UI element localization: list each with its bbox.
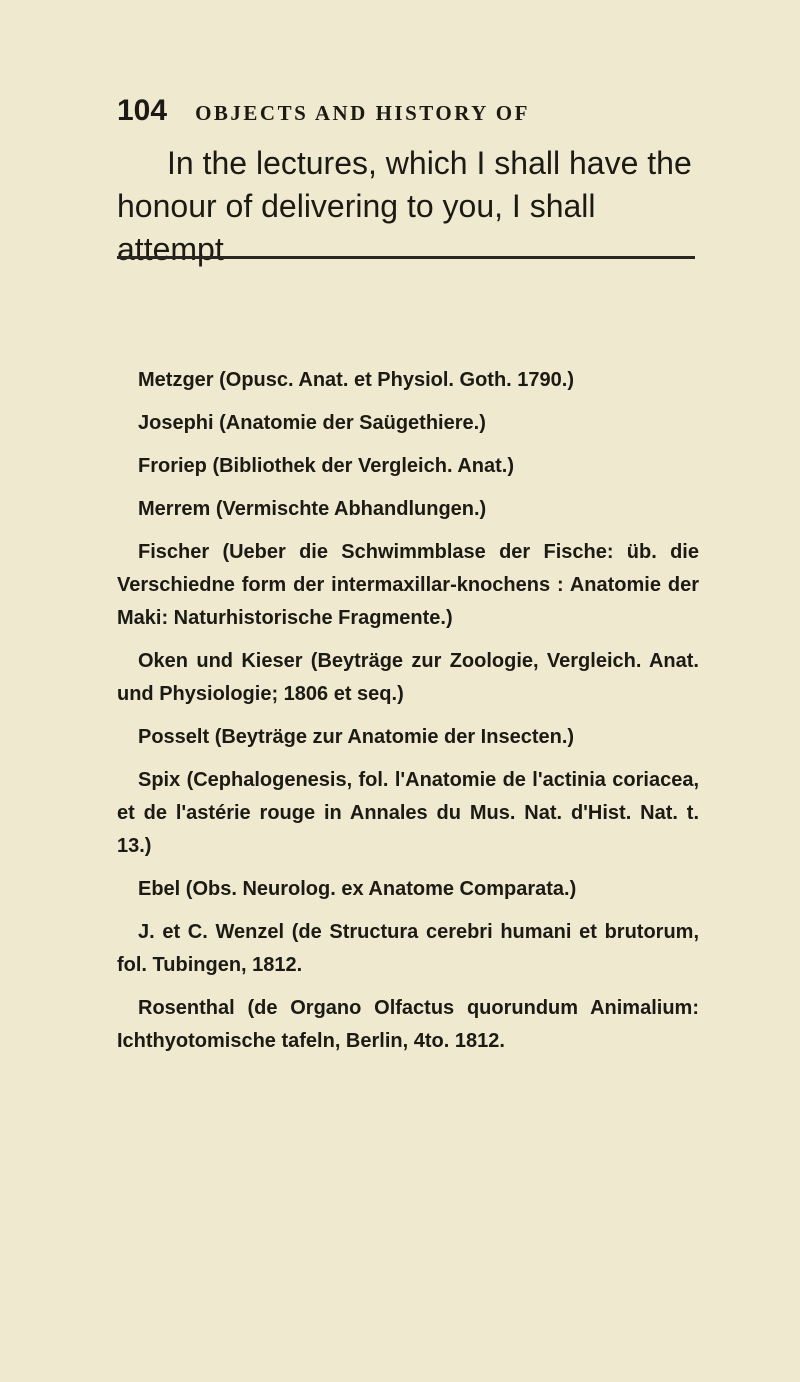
page-header <box>117 94 530 128</box>
intro-paragraph <box>117 142 697 271</box>
reference-item: Fischer (Ueber die Schwimmblase der Fische: üb. die Verschiedne form der intermaxillar-knochens : Anatomie der Maki: Naturhistorische Fragmente.) <box>117 541 699 629</box>
reference-item: J. et C. Wenzel (de Structura cerebri humani et brutorum, fol. Tubingen, 1812. <box>117 921 699 976</box>
reference-item: Posselt (Beyträge zur Anatomie der Insecten.) <box>138 726 575 748</box>
reference-item: Metzger (Opusc. Anat. et Physiol. Goth. 1790.) <box>138 369 575 391</box>
intro-line: In the lectures, which I shall have the <box>167 145 692 181</box>
reference-list <box>117 364 699 1068</box>
footnote-divider <box>117 256 695 259</box>
reference-item: Ebel (Obs. Neurolog. ex Anatome Comparata.) <box>138 878 577 900</box>
reference-item: Froriep (Bibliothek der Vergleich. Anat.) <box>138 455 514 477</box>
reference-item: Merrem (Vermischte Abhandlungen.) <box>138 498 487 520</box>
running-title: OBJECTS AND HISTORY OF <box>195 101 530 125</box>
reference-item: Rosenthal (de Organo Olfactus quorundum Animalium: Ichthyotomische tafeln, Berlin, 4to. 1812. <box>117 997 699 1052</box>
reference-item: Oken und Kieser (Beyträge zur Zoologie, Vergleich. Anat. und Physiologie; 1806 et seq.) <box>117 650 699 705</box>
intro-line: honour of delivering to you, I shall attempt <box>117 188 596 267</box>
reference-item: Spix (Cephalogenesis, fol. l'Anatomie de l'actinia coriacea, et de l'astérie rouge in Annales du Mus. Nat. d'Hist. Nat. t. 13.) <box>117 769 699 857</box>
page-number: 104 <box>117 94 168 127</box>
reference-item: Josephi (Anatomie der Saügethiere.) <box>138 412 486 434</box>
